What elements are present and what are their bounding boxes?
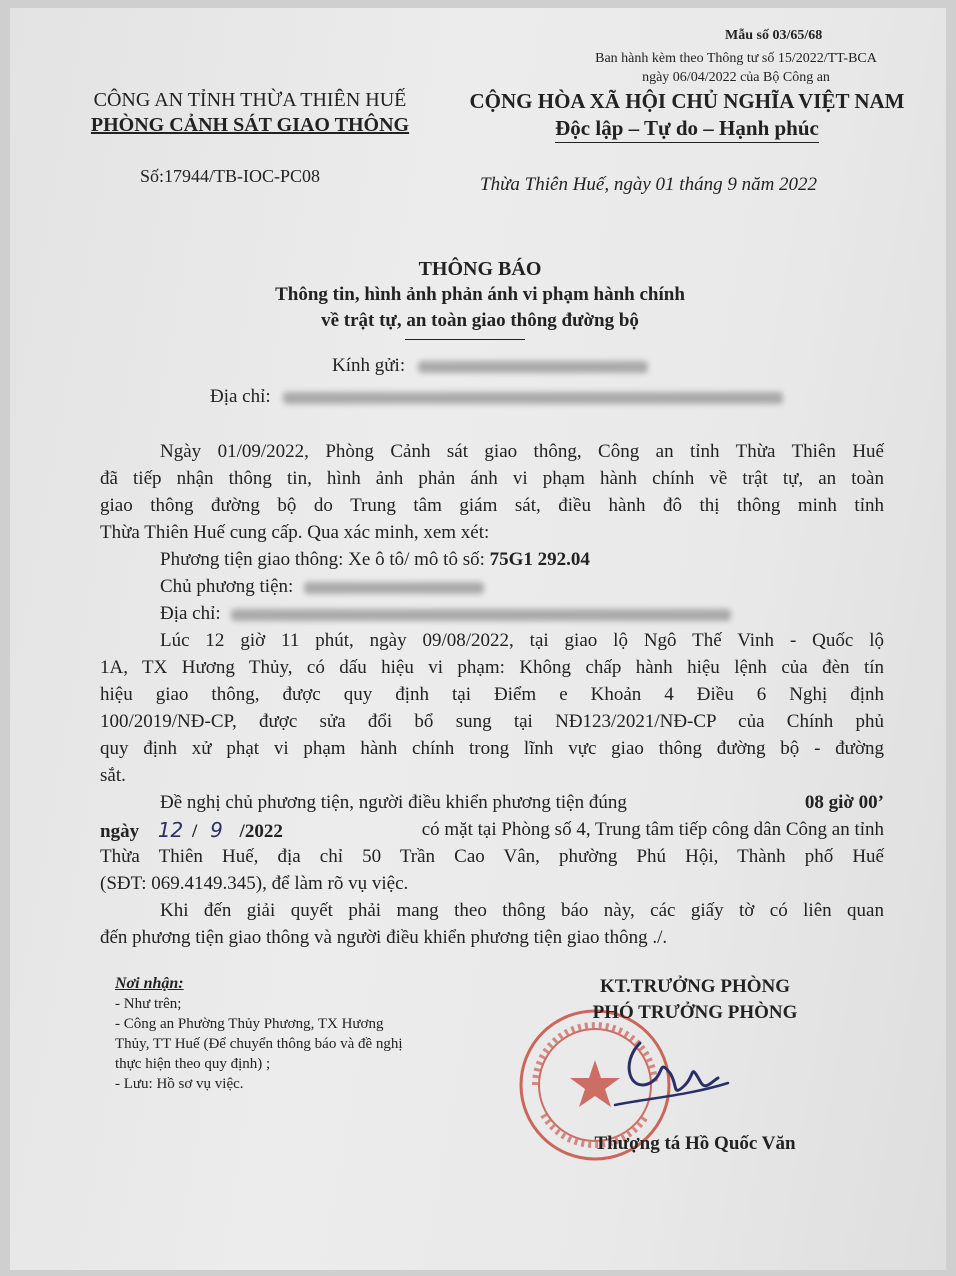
appointment-time: 08 giờ 00’ bbox=[804, 792, 884, 813]
p3-text-2: có mặt tại Phòng số 4, Trung tâm tiếp công dân Công an tỉnh bbox=[421, 819, 884, 840]
circular-line-1: Ban hành kèm theo Thông tư số 15/2022/TT-BCA bbox=[595, 51, 877, 66]
p1-line-2: đã tiếp nhận thông tin, hình ảnh phản ánh vi phạm hành chính về trật tự, an toàn bbox=[100, 468, 884, 489]
handwritten-signature bbox=[610, 1023, 730, 1123]
org-department: PHÒNG CẢNH SÁT GIAO THÔNG bbox=[90, 114, 410, 136]
p1-line-3: giao thông đường bộ do Trung tâm giám sát, điều hành đô thị thông minh tỉnh bbox=[100, 495, 884, 516]
appointment-year: /2022 bbox=[239, 821, 283, 842]
vehicle-row bbox=[160, 548, 590, 572]
document-subtitle-2: về trật tự, an toàn giao thông đường bộ bbox=[321, 310, 639, 331]
signature-title bbox=[530, 974, 860, 1026]
document-number: Số:17944/TB-IOC-PC08 bbox=[140, 166, 321, 186]
recipient-1: - Như trên; bbox=[115, 996, 182, 1012]
vehicle-label: Phương tiện giao thông: Xe ô tô/ mô tô số: bbox=[160, 549, 485, 570]
title-block bbox=[50, 256, 910, 334]
owner-address-label: Địa chỉ: bbox=[160, 603, 221, 624]
address-label: Địa chỉ: bbox=[210, 386, 271, 407]
addressee-row bbox=[332, 354, 648, 378]
recipient-2: - Công an Phường Thủy Phương, TX Hương bbox=[115, 1016, 384, 1032]
circular-line-2: ngày 06/04/2022 của Bộ Công an bbox=[642, 70, 830, 85]
national-header bbox=[448, 88, 926, 142]
handwritten-day: 12 bbox=[157, 818, 184, 842]
recipient-4: thực hiện theo quy định) ; bbox=[115, 1056, 271, 1072]
redacted-owner-address bbox=[231, 609, 731, 621]
issuing-organization bbox=[50, 88, 450, 138]
signature-title-1: KT.TRƯỞNG PHÒNG bbox=[600, 976, 790, 997]
notice-document bbox=[10, 8, 946, 1270]
p4-line-2: đến phương tiện giao thông và người điều khiển phương tiện giao thông ./. bbox=[100, 927, 668, 948]
p2-line-6: sắt. bbox=[100, 765, 126, 786]
country-name: CỘNG HÒA XÃ HỘI CHỦ NGHĨA VIỆT NAM bbox=[469, 89, 905, 113]
document-subtitle-1: Thông tin, hình ảnh phản ánh vi phạm hành chính bbox=[275, 284, 685, 305]
owner-address-row bbox=[160, 602, 731, 626]
addressee-label: Kính gửi: bbox=[332, 355, 406, 376]
redacted-name bbox=[418, 361, 648, 373]
redacted-owner bbox=[304, 582, 484, 594]
redacted-address bbox=[283, 392, 783, 404]
circular-reference bbox=[566, 49, 906, 87]
signer-name: Thượng tá Hồ Quốc Văn bbox=[594, 1133, 796, 1154]
p2-line-3: hiệu giao thông, được quy định tại Điểm e Khoản 4 Điều 6 Nghị định bbox=[100, 684, 884, 705]
owner-row bbox=[160, 575, 484, 599]
addressee-address-row bbox=[210, 385, 783, 409]
p1-line-1: Ngày 01/09/2022, Phòng Cảnh sát giao thông, Công an tỉnh Thừa Thiên Huế bbox=[160, 441, 884, 462]
recipients-block bbox=[115, 974, 485, 1094]
p2-line-5: quy định xử phạt vi phạm hành chính trong lĩnh vực giao thông đường bộ - đường bbox=[100, 738, 884, 759]
recipients-header: Nơi nhận: bbox=[115, 975, 184, 992]
recipient-3: Thủy, TT Huế (Để chuyển thông báo và đề nghị bbox=[115, 1036, 403, 1052]
place-date: Thừa Thiên Huế, ngày 01 tháng 9 năm 2022 bbox=[480, 174, 818, 195]
p3-text-1: Đề nghị chủ phương tiện, người điều khiển phương tiện đúng bbox=[160, 792, 627, 813]
recipient-5: - Lưu: Hồ sơ vụ việc. bbox=[115, 1076, 244, 1092]
p3-line-2: ngày 12 / 9 /2022 có mặt tại Phòng số 4, Trung tâm tiếp công dân Công an tỉnh bbox=[100, 818, 884, 842]
motto: Độc lập – Tự do – Hạnh phúc bbox=[448, 115, 926, 142]
title-underline bbox=[405, 339, 525, 340]
p3-line-3: Thừa Thiên Huế, địa chỉ 50 Trần Cao Vân, phường Phú Hội, Thành phố Huế bbox=[100, 846, 884, 867]
form-number: Mẫu số 03/65/68 bbox=[725, 28, 823, 43]
p2-line-4: 100/2019/NĐ-CP, được sửa đổi bổ sung tại NĐ123/2021/NĐ-CP của Chính phủ bbox=[100, 711, 884, 732]
p1-line-4: Thừa Thiên Huế cung cấp. Qua xác minh, xem xét: bbox=[100, 522, 490, 543]
owner-label: Chủ phương tiện: bbox=[160, 576, 294, 597]
p2-line-1: Lúc 12 giờ 11 phút, ngày 09/08/2022, tại giao lộ Ngô Thế Vinh - Quốc lộ bbox=[160, 630, 884, 651]
p2-line-2: 1A, TX Hương Thủy, có dấu hiệu vi phạm: Không chấp hành hiệu lệnh của đèn tín bbox=[100, 657, 884, 678]
signature-title-2: PHÓ TRƯỞNG PHÒNG bbox=[592, 1002, 798, 1023]
document-title: THÔNG BÁO bbox=[418, 258, 542, 280]
license-plate: 75G1 292.04 bbox=[489, 549, 590, 570]
p3-line-4: (SĐT: 069.4149.345), để làm rõ vụ việc. bbox=[100, 873, 409, 894]
day-label: ngày bbox=[100, 821, 140, 842]
org-parent: CÔNG AN TỈNH THỪA THIÊN HUẾ bbox=[93, 89, 407, 111]
p3-line-1 bbox=[160, 791, 884, 815]
handwritten-month: 9 bbox=[210, 818, 223, 842]
p4-line-1: Khi đến giải quyết phải mang theo thông báo này, các giấy tờ có liên quan bbox=[160, 900, 884, 921]
